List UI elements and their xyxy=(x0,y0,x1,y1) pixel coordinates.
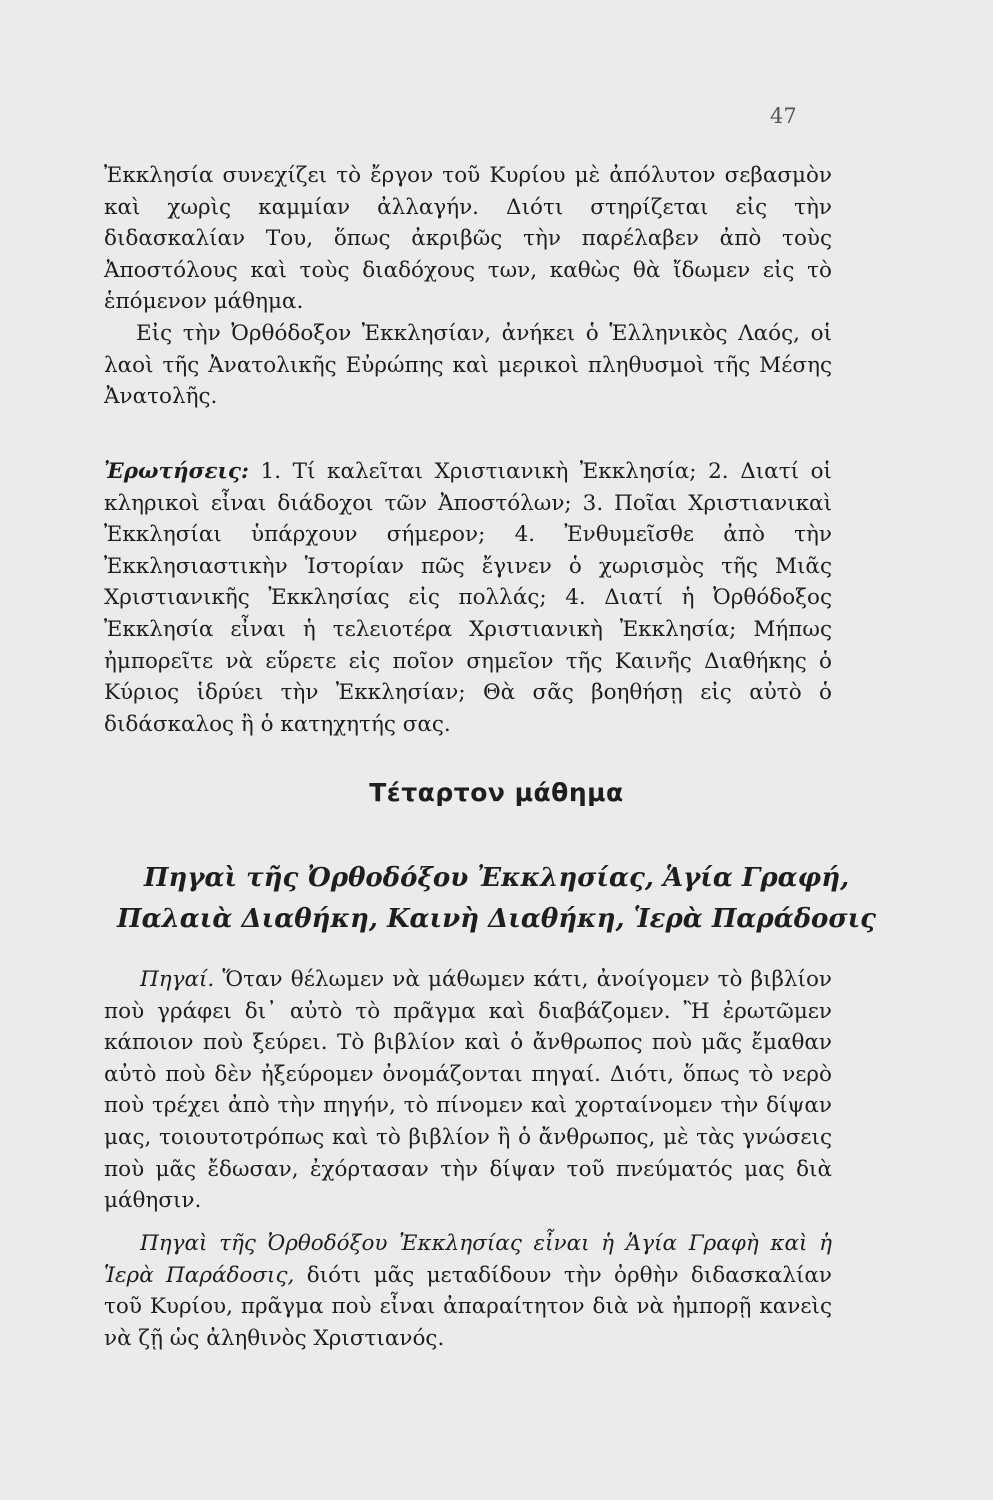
section-title xyxy=(60,858,933,940)
paragraph-questions xyxy=(104,456,832,740)
paragraph-text: Ἐκκλησία συνεχίζει τὸ ἔργον τοῦ Κυρίου μὲ ἀπόλυτον σεβασμὸν καὶ χωρὶς καμμίαν ἀλλαγήν. Διότι στηρίζεται εἰς τὴν διδασκαλίαν Του, ὅπως ἀκριβῶς τὴν παρέλαβεν ἀπὸ τοὺς Ἀποστόλους καὶ τοὺς διαδόχους των, καθὼς θὰ ἴδωμεν εἰς τὸ ἑπόμενον μάθημα. xyxy=(104,163,832,315)
questions-label: Ἐρωτήσεις: xyxy=(104,459,249,484)
paragraph-orthodox-members xyxy=(104,318,832,413)
paragraph-text: διότι μᾶς μεταδίδουν τὴν ὀρθὴν διδασκαλίαν τοῦ Κυρίου, πρᾶγμα ποὺ εἶναι ἀπαραίτητον διὰ νὰ ἠμπορῇ κανεὶς νὰ ζῇ ὡς ἀληθινὸς Χριστιανός. xyxy=(104,1262,832,1351)
section-title-line-2: Παλαιὰ Διαθήκη, Καινὴ Διαθήκη, Ἱερὰ Παράδοσις xyxy=(117,904,876,934)
paragraph-text: Εἰς τὴν Ὀρθόδοξον Ἐκκλησίαν, ἀνήκει ὁ Ἑλληνικὸς Λαός, οἱ λαοὶ τῆς Ἀνατολικῆς Εὐρώπης καὶ μερικοὶ πληθυσμοὶ τῆς Μέσης Ἀνατολῆς. xyxy=(104,321,832,410)
paragraph-church-continues xyxy=(104,160,832,318)
page-number: 47 xyxy=(770,104,797,128)
questions-text: 1. Τί καλεῖται Χριστιανικὴ Ἐκκλησία; 2. Διατί οἱ κληρικοὶ εἶναι διάδοχοι τῶν Ἀποστόλων; 3. Ποῖαι Χριστιανικαὶ Ἐκκλησίαι ὑπάρχουν σήμερον; 4. Ἐνθυμεῖσθε ἀπὸ τὴν Ἐκκλησιαστικὴν Ἱστορίαν πῶς ἔγινεν ὁ χωρισμὸς τῆς Μιᾶς Χριστιανικῆς Ἐκκλησίας εἰς πολλάς; 4. Διατί ἡ Ὀρθόδοξος Ἐκκλησία εἶναι ἡ τελειοτέρα Χριστιανικὴ Ἐκκλησία; Μήπως ἠμπορεῖτε νὰ εὕρετε εἰς ποῖον σημεῖον τῆς Καινῆς Διαθήκης ὁ Κύριος ἱδρύει τὴν Ἐκκλησίαν; Θὰ σᾶς βοηθήσῃ εἰς αὐτὸ ὁ διδάσκαλος ἢ ὁ κατηχητής σας. xyxy=(104,459,832,737)
section-title-line-1: Πηγαὶ τῆς Ὀρθοδόξου Ἐκκλησίας, Ἁγία Γραφή, xyxy=(143,863,850,893)
paragraph-sources-of-orthodoxy xyxy=(104,1228,832,1354)
lesson-title: Τέταρτον μάθημα xyxy=(369,778,624,807)
sources-statement: Πηγαὶ τῆς Ὀρθοδόξου Ἐκκλησίας εἶναι ἡ Ἁγία Γραφὴ καὶ ἡ Ἱερὰ Παράδοσις, xyxy=(104,1231,832,1288)
sources-term: Πηγαί. xyxy=(140,967,215,992)
paragraph-sources-definition xyxy=(104,964,832,1217)
paragraph-text: Ὅταν θέλωμεν νὰ μάθωμεν κάτι, ἀνοίγομεν τὸ βιβλίον ποὺ γράφει δι᾽ αὐτὸ τὸ πρᾶγμα καὶ διαβάζομεν. Ἢ ἐρωτῶμεν κάποιον ποὺ ξεύρει. Τὸ βιβλίον καὶ ὁ ἄνθρωπος ποὺ μᾶς ἔμαθαν αὐτὸ ποὺ δὲν ἠξεύρομεν ὀνομάζονται πηγαί. Διότι, ὅπως τὸ νερὸ ποὺ τρέχει ἀπὸ τὴν πηγήν, τὸ πίνομεν καὶ χορταίνομεν τὴν δίψαν μας, τοιουτοτρόπως καὶ τὸ βιβλίον ἢ ὁ ἄνθρωπος, μὲ τὰς γνώσεις ποὺ μᾶς ἔδωσαν, ἐχόρτασαν τὴν δίψαν τοῦ πνεύματός μας διὰ μάθησιν. xyxy=(104,967,832,1214)
